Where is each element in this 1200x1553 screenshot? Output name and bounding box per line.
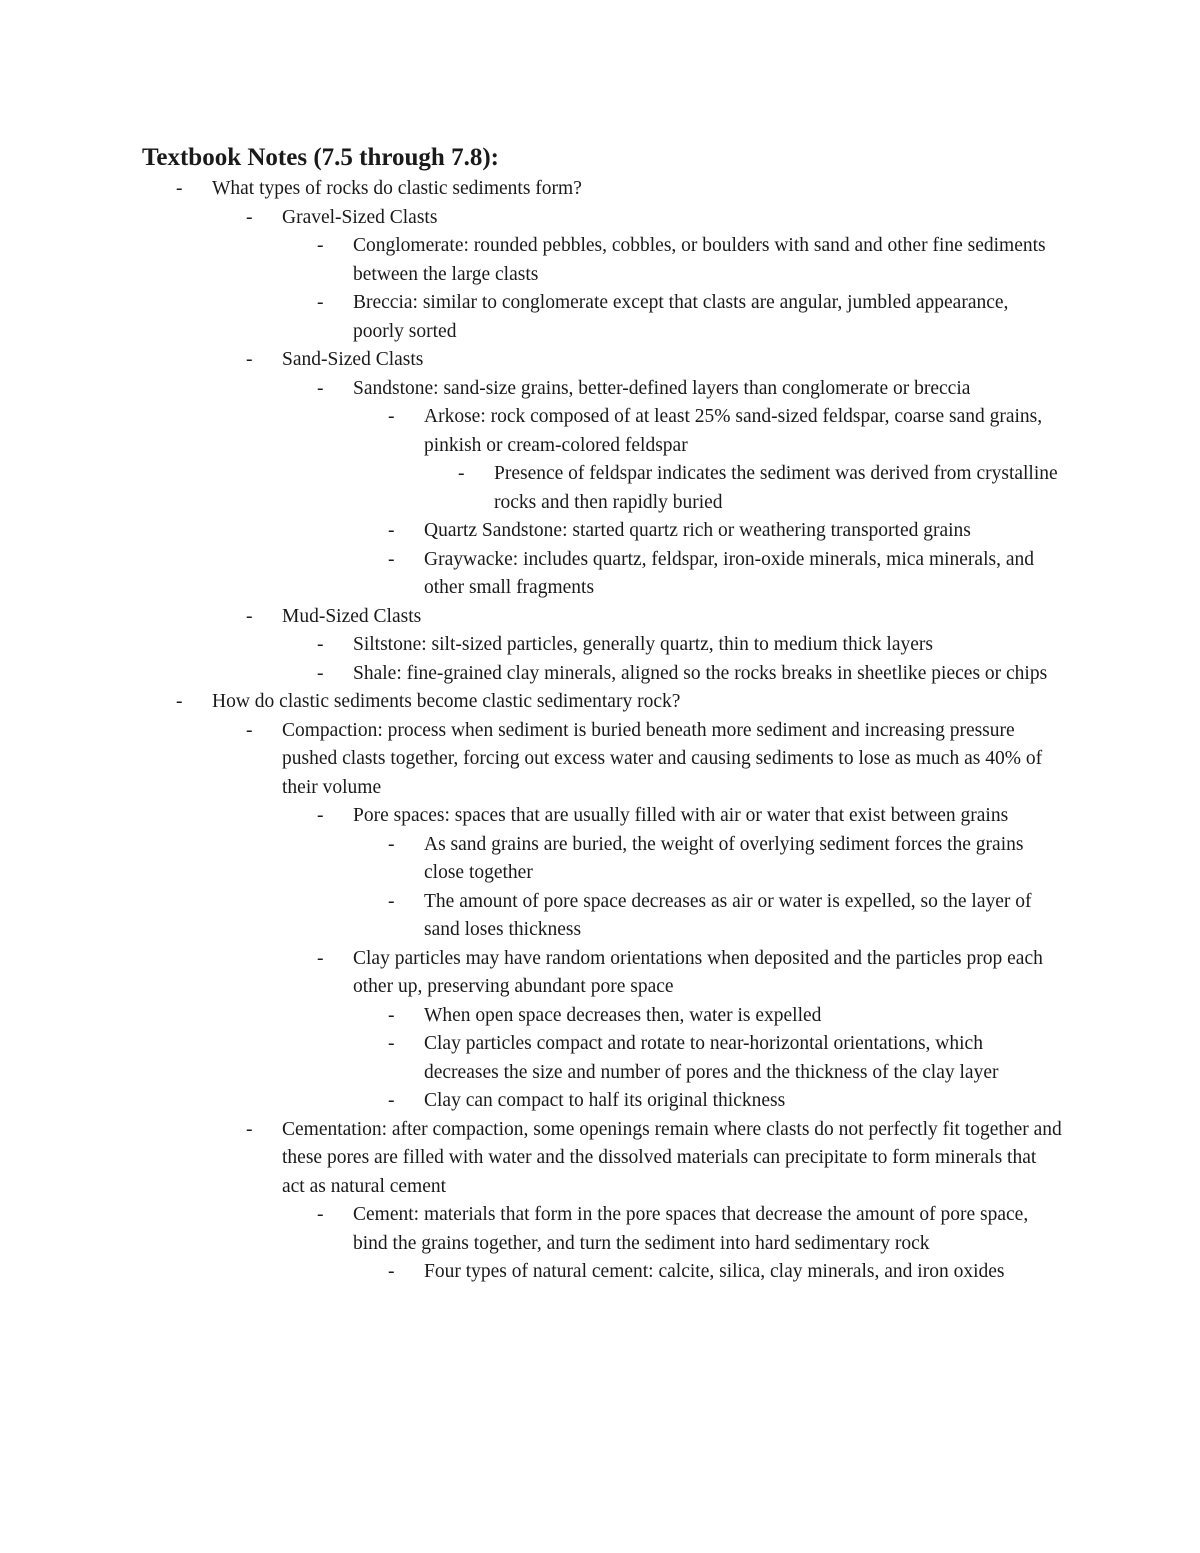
page-title: Textbook Notes (7.5 through 7.8):	[142, 144, 499, 171]
list-item	[176, 688, 1062, 717]
list-item-text: Compaction: process when sediment is buried beneath more sediment and increasing pressure pushed clasts together, forcing out excess water and causing sediments to lose as much as 40% of their volume	[282, 719, 1043, 798]
bullet-dash-icon: -	[246, 605, 253, 627]
bullet-dash-icon: -	[246, 206, 253, 228]
list-item	[246, 1116, 1062, 1202]
bullet-dash-icon: -	[176, 178, 183, 199]
list-item-text: Graywacke: includes quartz, feldspar, iron-oxide minerals, mica minerals, and other small fragments	[424, 548, 1034, 598]
list-item-text: Cementation: after compaction, some openings remain where clasts do not perfectly fit together and these pores are filled with water and the dissolved materials can precipitate to form minerals that act as natural cement	[282, 1118, 1062, 1197]
list-item-text: Breccia: similar to conglomerate except that clasts are angular, jumbled appearance, poorly sorted	[353, 292, 1009, 342]
bullet-dash-icon: -	[317, 235, 324, 256]
list-item	[317, 660, 1063, 689]
list-item	[317, 631, 1063, 660]
list-item	[388, 403, 1062, 460]
list-item	[388, 1087, 1062, 1116]
list-item-text: Presence of feldspar indicates the sediment was derived from crystalline rocks and then rapidly buried	[494, 463, 1058, 513]
bullet-dash-icon: -	[317, 947, 324, 969]
list-item	[176, 175, 1062, 204]
bullet-dash-icon: -	[246, 349, 253, 370]
list-item-text: Pore spaces: spaces that are usually filled with air or water that exist between grains	[353, 805, 1009, 826]
list-item	[388, 888, 1062, 945]
list-item	[388, 1258, 1062, 1287]
list-item-text: What types of rocks do clastic sediments form?	[212, 178, 582, 199]
bullet-dash-icon: -	[458, 463, 465, 484]
list-item	[458, 460, 1062, 517]
bullet-dash-icon: -	[388, 520, 395, 541]
list-item-text: Clay particles may have random orientations when deposited and the particles prop each other up, preserving abundant pore space	[353, 947, 1043, 997]
list-item-text: Siltstone: silt-sized particles, generally quartz, thin to medium thick layers	[353, 634, 933, 655]
bullet-dash-icon: -	[388, 1004, 395, 1026]
list-item	[388, 1002, 1062, 1031]
bullet-dash-icon: -	[388, 406, 395, 427]
bullet-dash-icon: -	[317, 634, 324, 655]
list-item-text: Sandstone: sand-size grains, better-defined layers than conglomerate or breccia	[353, 377, 971, 399]
list-item	[317, 232, 1063, 289]
bullet-dash-icon: -	[388, 890, 395, 912]
bullet-dash-icon: -	[317, 377, 324, 399]
list-item	[317, 945, 1063, 1002]
list-item	[246, 346, 1062, 375]
bullet-dash-icon: -	[176, 691, 183, 712]
bullet-dash-icon: -	[317, 1204, 324, 1225]
bullet-dash-icon: -	[246, 1118, 253, 1140]
bullet-dash-icon: -	[317, 292, 324, 313]
list-item	[388, 517, 1062, 546]
list-item	[317, 375, 1063, 404]
bullet-dash-icon: -	[388, 1261, 395, 1282]
bullet-dash-icon: -	[388, 548, 395, 570]
list-item-text: When open space decreases then, water is expelled	[424, 1004, 822, 1026]
list-item-text: Clay can compact to half its original thickness	[424, 1090, 786, 1111]
list-item-text: Arkose: rock composed of at least 25% sand-sized feldspar, coarse sand grains, pinkish or cream-colored feldspar	[424, 406, 1043, 456]
list-item	[246, 603, 1062, 632]
list-item-text: Gravel-Sized Clasts	[282, 206, 438, 228]
list-item-text: Quartz Sandstone: started quartz rich or weathering transported grains	[424, 520, 971, 541]
list-item	[317, 1201, 1063, 1258]
list-item	[246, 204, 1062, 233]
list-item-text: Sand-Sized Clasts	[282, 349, 424, 370]
list-item	[317, 802, 1063, 831]
bullet-dash-icon: -	[388, 1090, 395, 1111]
bullet-dash-icon: -	[388, 1033, 395, 1054]
list-item-text: Conglomerate: rounded pebbles, cobbles, or boulders with sand and other fine sediments between the large clasts	[353, 235, 1046, 285]
list-item	[317, 289, 1063, 346]
list-item	[388, 546, 1062, 603]
bullet-dash-icon: -	[246, 719, 253, 741]
list-item-text: Shale: fine-grained clay minerals, aligned so the rocks breaks in sheetlike pieces or chips	[353, 662, 1048, 684]
list-item	[388, 831, 1062, 888]
bullet-dash-icon: -	[388, 833, 395, 855]
list-item-text: Clay particles compact and rotate to near-horizontal orientations, which decreases the size and number of pores and the thickness of the clay layer	[424, 1033, 999, 1083]
list-item-text: How do clastic sediments become clastic sedimentary rock?	[212, 691, 681, 712]
list-item-text: Four types of natural cement: calcite, silica, clay minerals, and iron oxides	[424, 1261, 1005, 1282]
list-item-text: Mud-Sized Clasts	[282, 605, 422, 627]
list-item-text: Cement: materials that form in the pore spaces that decrease the amount of pore space, bind the grains together, and turn the sediment into hard sedimentary rock	[353, 1204, 1029, 1254]
list-item-text: As sand grains are buried, the weight of overlying sediment forces the grains close together	[424, 833, 1024, 883]
list-item-text: The amount of pore space decreases as air or water is expelled, so the layer of sand loses thickness	[424, 890, 1032, 940]
bullet-dash-icon: -	[317, 662, 324, 684]
list-item	[388, 1030, 1062, 1087]
list-item	[246, 717, 1062, 803]
bullet-dash-icon: -	[317, 805, 324, 826]
notes-list	[0, 175, 1200, 1287]
